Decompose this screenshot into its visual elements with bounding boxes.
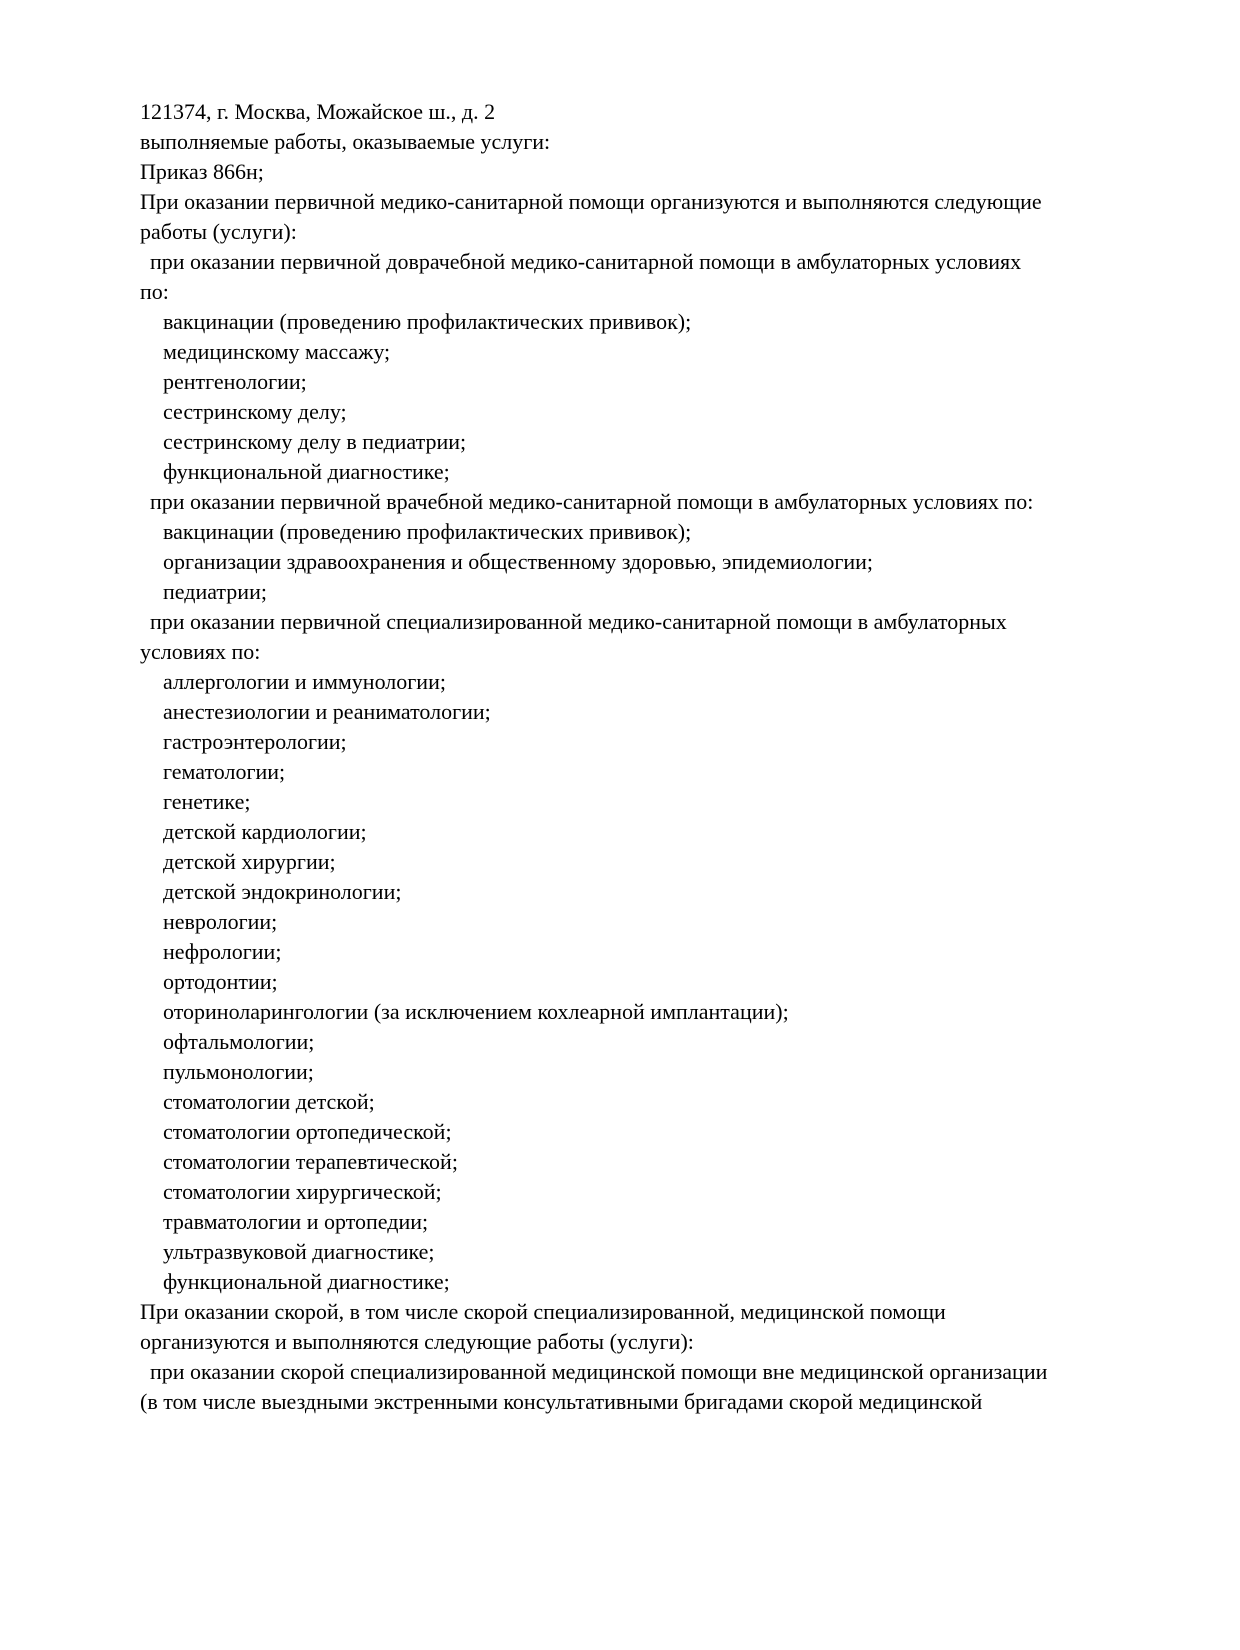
document-line: функциональной диагностике; xyxy=(163,459,450,484)
document-line: При оказании первичной медико-санитарной помощи организуются и выполняются следующие xyxy=(140,189,1042,214)
document-line: Приказ 866н; xyxy=(140,159,264,184)
document-line: неврологии; xyxy=(163,909,278,934)
document-line: офтальмологии; xyxy=(163,1029,315,1054)
document-line: гастроэнтерологии; xyxy=(163,729,347,754)
document-line: педиатрии; xyxy=(163,579,267,604)
document-line: нефрологии; xyxy=(163,939,282,964)
document-line: стоматологии ортопедической; xyxy=(163,1119,452,1144)
document-line: стоматологии терапевтической; xyxy=(163,1149,458,1174)
document-line: медицинскому массажу; xyxy=(163,339,391,364)
document-line: вакцинации (проведению профилактических прививок); xyxy=(163,519,692,544)
document-line: анестезиологии и реаниматологии; xyxy=(163,699,491,724)
document-line: стоматологии хирургической; xyxy=(163,1179,442,1204)
document-line: при оказании первичной специализированной медико-санитарной помощи в амбулаторных xyxy=(150,609,1007,634)
document-line: по: xyxy=(140,279,169,304)
document-line: аллергологии и иммунологии; xyxy=(163,669,446,694)
document-line: организуются и выполняются следующие работы (услуги): xyxy=(140,1329,694,1354)
document-line: рентгенологии; xyxy=(163,369,307,394)
document-line: гематологии; xyxy=(163,759,286,784)
document-line: детской хирургии; xyxy=(163,849,336,874)
document-line: выполняемые работы, оказываемые услуги: xyxy=(140,129,551,154)
document-line: детской кардиологии; xyxy=(163,819,367,844)
document-line: организации здравоохранения и общественному здоровью, эпидемиологии; xyxy=(163,549,874,574)
document-line: (в том числе выездными экстренными консультативными бригадами скорой медицинской xyxy=(140,1389,983,1414)
document-line: пульмонологии; xyxy=(163,1059,314,1084)
document-line: условиях по: xyxy=(140,639,261,664)
document-line: функциональной диагностике; xyxy=(163,1269,450,1294)
document-line: оториноларингологии (за исключением кохлеарной имплантации); xyxy=(163,999,789,1024)
document-line: травматологии и ортопедии; xyxy=(163,1209,429,1234)
document-line: вакцинации (проведению профилактических прививок); xyxy=(163,309,692,334)
document-line: при оказании первичной доврачебной медико-санитарной помощи в амбулаторных условиях xyxy=(150,249,1022,274)
document-line: сестринскому делу; xyxy=(163,399,347,424)
document-line: сестринскому делу в педиатрии; xyxy=(163,429,467,454)
document-line: при оказании скорой специализированной медицинской помощи вне медицинской организации xyxy=(150,1359,1048,1384)
document-line: При оказании скорой, в том числе скорой специализированной, медицинской помощи xyxy=(140,1299,946,1324)
document-line: работы (услуги): xyxy=(140,219,297,244)
document-line: генетике; xyxy=(163,789,251,814)
document-line: ортодонтии; xyxy=(163,969,278,994)
document-text-block xyxy=(140,97,1047,1417)
document-line: стоматологии детской; xyxy=(163,1089,375,1114)
document-line: детской эндокринологии; xyxy=(163,879,402,904)
document-line: 121374, г. Москва, Можайское ш., д. 2 xyxy=(140,99,496,124)
document-line: при оказании первичной врачебной медико-санитарной помощи в амбулаторных условиях по: xyxy=(150,489,1034,514)
document-line: ультразвуковой диагностике; xyxy=(163,1239,435,1264)
